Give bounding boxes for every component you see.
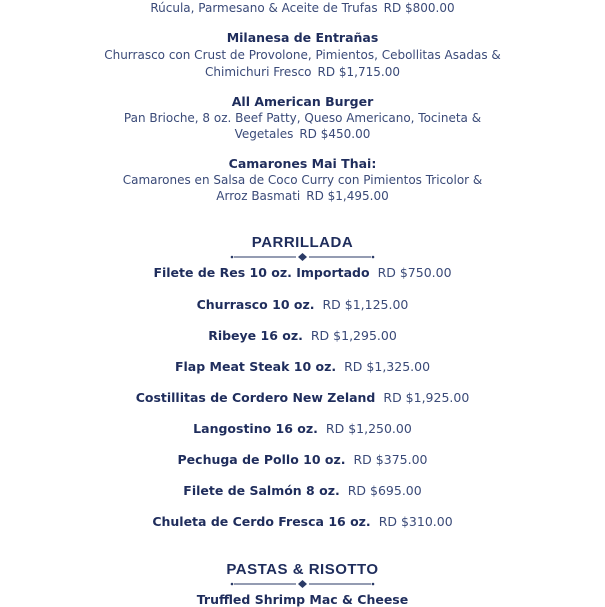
menu-item-top-desc: Rúcula, Parmesano & Aceite de Trufas RD $800.00 [150, 1, 455, 15]
grill-row: Churrasco 10 oz. RD $1,125.00 [196, 297, 409, 312]
grill-row: Filete de Salmón 8 oz. RD $695.00 [183, 483, 422, 498]
grill-row: Ribeye 16 oz. RD $1,295.00 [208, 328, 397, 343]
menu-item-name: Milanesa de Entrañas [226, 30, 379, 45]
grill-row: Filete de Res 10 oz. Importado RD $750.00 [153, 265, 452, 280]
menu-item-name: All American Burger [231, 94, 374, 109]
menu-item-desc-line: Pan Brioche, 8 oz. Beef Patty, Queso Americano, Tocineta & [123, 111, 482, 125]
section-title-parrillada: PARRILLADA [251, 234, 354, 251]
menu-item-desc-line: Vegetales RD $450.00 [234, 127, 371, 141]
menu-item-desc-line: Arroz Basmati RD $1,495.00 [216, 189, 389, 203]
menu-item-desc-line: Camarones en Salsa de Coco Curry con Pimientos Tricolor & [122, 173, 483, 187]
menu-item-price: RD $1,495.00 [306, 189, 389, 203]
menu-item-desc-line: Churrasco con Crust de Provolone, Pimientos, Cebollitas Asadas & [104, 48, 501, 62]
ornament-divider [0, 580, 605, 588]
ornament-divider [0, 253, 605, 261]
menu-item-desc-line: Chimichuri Fresco RD $1,715.00 [205, 65, 400, 79]
grill-row: Flap Meat Steak 10 oz. RD $1,325.00 [174, 359, 431, 374]
grill-row: Langostino 16 oz. RD $1,250.00 [193, 421, 412, 436]
grill-row: Chuleta de Cerdo Fresca 16 oz. RD $310.00 [152, 514, 453, 529]
menu-item-price: RD $1,715.00 [317, 65, 400, 79]
menu-item-name: Truffled Shrimp Mac & Cheese [196, 592, 409, 607]
menu-item-price: RD $450.00 [299, 127, 371, 141]
section-title-pastas: PASTAS & RISOTTO [226, 561, 379, 578]
grill-row: Pechuga de Pollo 10 oz. RD $375.00 [177, 452, 428, 467]
grill-row: Costillitas de Cordero New Zeland RD $1,925.00 [135, 390, 470, 405]
menu-item-name: Camarones Mai Thai: [228, 156, 377, 171]
